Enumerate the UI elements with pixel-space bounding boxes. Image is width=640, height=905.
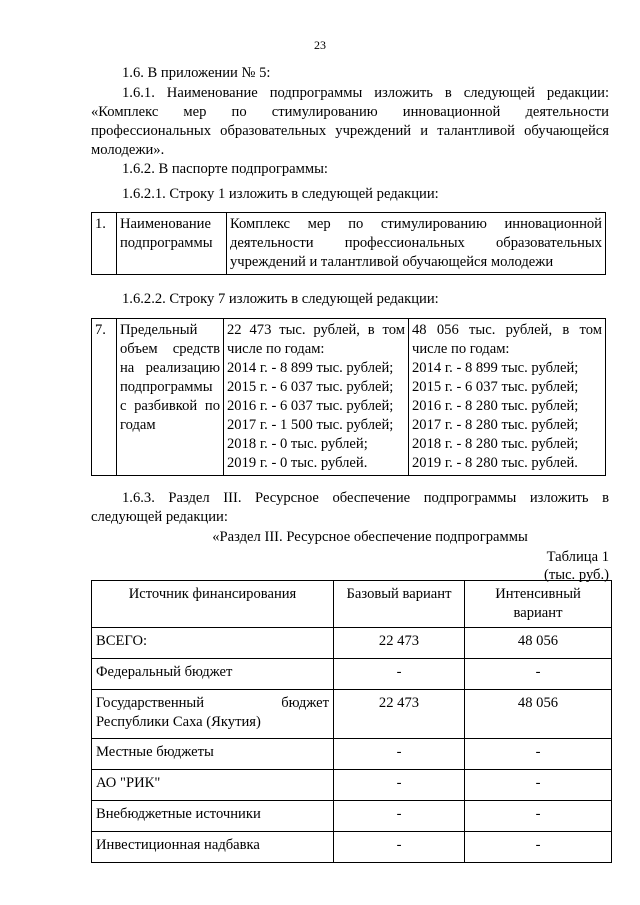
row-name-cell (117, 213, 227, 275)
row-name-line: на реализацию (120, 360, 220, 376)
paragraph-1-6-3-line-1: 1.6.3. Раздел III. Ресурсное обеспечение подпрограммы изложить в (122, 490, 609, 506)
row-name-line: подпрограммы (120, 235, 213, 251)
table-row (92, 801, 612, 832)
table-row (92, 770, 612, 801)
table-row (92, 213, 606, 275)
base-line: 2019 г. - 0 тыс. рублей. (227, 455, 368, 471)
table-row (92, 319, 606, 476)
row-name-line: Наименование (120, 216, 211, 232)
base-line: 2016 г. - 6 037 тыс. рублей; (227, 398, 394, 414)
base-cell: 22 473 (334, 690, 465, 739)
paragraph-1-6-1-line-4: молодежи». (91, 142, 165, 158)
intensive-cell: - (465, 739, 612, 770)
source-line: Государственный бюджет (96, 695, 329, 711)
paragraph-1-6-2: 1.6.2. В паспорте подпрограммы: (122, 161, 328, 177)
base-line: 2014 г. - 8 899 тыс. рублей; (227, 360, 394, 376)
row-name-line: подпрограммы (120, 379, 213, 395)
intensive-line: 2018 г. - 8 280 тыс. рублей; (412, 436, 579, 452)
intensive-cell: - (465, 770, 612, 801)
intensive-line: 2016 г. - 8 280 тыс. рублей; (412, 398, 579, 414)
source-cell: ВСЕГО: (92, 628, 334, 659)
passport-row-7-table (91, 318, 606, 476)
intensive-cell: - (465, 832, 612, 863)
table-row (92, 832, 612, 863)
base-line: 22 473 тыс. рублей, в том (227, 322, 405, 338)
row-name-line: Предельный (120, 322, 198, 338)
source-cell (92, 690, 334, 739)
table-row (92, 659, 612, 690)
base-line: 2017 г. - 1 500 тыс. рублей; (227, 417, 394, 433)
row-number-cell (92, 319, 117, 476)
header-base: Базовый вариант (334, 581, 465, 628)
row-value-line: учреждений и талантливой обучающейся молодежи (230, 254, 554, 270)
paragraph-1-6-1-line-1: 1.6.1. Наименование подпрограммы изложить в следующей редакции: (122, 85, 609, 101)
base-cell: - (334, 659, 465, 690)
source-cell: АО "РИК" (92, 770, 334, 801)
header-source: Источник финансирования (92, 581, 334, 628)
paragraph-1-6-2-1: 1.6.2.1. Строку 1 изложить в следующей редакции: (122, 186, 439, 202)
header-intensive: Интенсивный вариант (465, 581, 612, 628)
section-title: «Раздел III. Ресурсное обеспечение подпрограммы (212, 529, 528, 545)
row-name-cell (117, 319, 224, 476)
passport-row-1-table (91, 212, 606, 275)
base-line: числе по годам: (227, 341, 325, 357)
paragraph-1-6-1-line-3: профессиональных образовательных учреждений и талантливой обучающейся (91, 123, 609, 139)
table-units: (тыс. руб.) (544, 567, 609, 583)
table-header-row (92, 581, 612, 628)
source-cell: Инвестиционная надбавка (92, 832, 334, 863)
source-cell: Местные бюджеты (92, 739, 334, 770)
base-variant-cell (224, 319, 409, 476)
source-cell: Внебюджетные источники (92, 801, 334, 832)
base-cell: 22 473 (334, 628, 465, 659)
row-number: 1. (95, 216, 106, 232)
row-name-line: объем средств (120, 341, 220, 357)
row-number-cell (92, 213, 117, 275)
paragraph-1-6-1-line-2: «Комплекс мер по стимулированию инновационной деятельности (91, 104, 609, 120)
base-cell: - (334, 770, 465, 801)
row-value-line: Комплекс мер по стимулированию инновационной (230, 216, 602, 232)
base-line: 2018 г. - 0 тыс. рублей; (227, 436, 368, 452)
source-cell: Федеральный бюджет (92, 659, 334, 690)
row-name-line: годам (120, 417, 156, 433)
row-value-cell (227, 213, 606, 275)
base-cell: - (334, 739, 465, 770)
base-cell: - (334, 801, 465, 832)
page-number: 23 (314, 38, 326, 52)
table-row (92, 628, 612, 659)
table-label: Таблица 1 (546, 549, 609, 565)
intensive-cell: - (465, 659, 612, 690)
resource-table (91, 580, 612, 863)
row-name-line: с разбивкой по (120, 398, 220, 414)
intensive-variant-cell (409, 319, 606, 476)
intensive-line: 48 056 тыс. рублей, в том (412, 322, 602, 338)
intensive-cell: 48 056 (465, 690, 612, 739)
paragraph-1-6-2-2: 1.6.2.2. Строку 7 изложить в следующей редакции: (122, 291, 439, 307)
intensive-line: 2015 г. - 6 037 тыс. рублей; (412, 379, 579, 395)
source-line: Республики Саха (Якутия) (96, 714, 261, 730)
table-row (92, 739, 612, 770)
paragraph-1-6-3-line-2: следующей редакции: (91, 509, 228, 525)
table-row (92, 690, 612, 739)
intensive-line: 2014 г. - 8 899 тыс. рублей; (412, 360, 579, 376)
intensive-cell: - (465, 801, 612, 832)
intensive-line: 2019 г. - 8 280 тыс. рублей. (412, 455, 578, 471)
base-cell: - (334, 832, 465, 863)
paragraph-1-6: 1.6. В приложении № 5: (122, 65, 271, 81)
row-value-line: деятельности профессиональных образовательных (230, 235, 602, 251)
intensive-cell: 48 056 (465, 628, 612, 659)
intensive-line: 2017 г. - 8 280 тыс. рублей; (412, 417, 579, 433)
row-number: 7. (95, 322, 106, 338)
base-line: 2015 г. - 6 037 тыс. рублей; (227, 379, 394, 395)
intensive-line: числе по годам: (412, 341, 510, 357)
